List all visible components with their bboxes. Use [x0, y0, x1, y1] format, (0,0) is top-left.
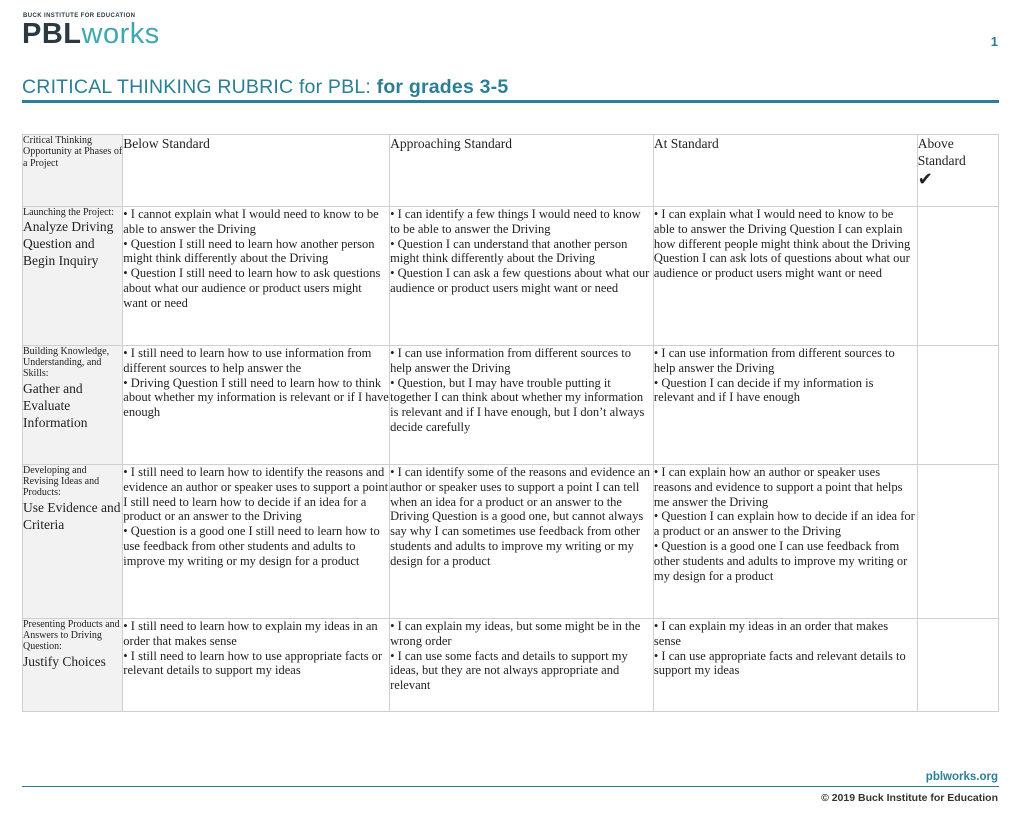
- header-below-standard: Below Standard: [123, 135, 390, 207]
- phase-cell: [23, 207, 123, 346]
- phase-cell: [23, 619, 123, 712]
- bullet-line: • I still need to learn how to use appropriate facts or relevant details to support my ideas: [123, 648, 383, 678]
- footer-divider: [22, 786, 999, 787]
- logo-pbl: PBL: [22, 18, 82, 50]
- phase-label: Presenting Products and Answers to Driving Question:: [23, 619, 120, 653]
- above-standard-cell: [917, 465, 998, 619]
- footer-url[interactable]: pblworks.org: [925, 771, 998, 783]
- table-row: [23, 207, 999, 346]
- title-main: CRITICAL THINKING RUBRIC for PBL:: [22, 76, 377, 98]
- header-phase: Critical Thinking Opportunity at Phases of a Project: [23, 135, 123, 207]
- header-above-label: Above Standard: [917, 136, 966, 168]
- at-standard-cell: [653, 207, 917, 346]
- phase-title: Justify Choices: [23, 653, 106, 669]
- header-approaching-standard: Approaching Standard: [390, 135, 654, 207]
- phase-title: Gather and Evaluate Information: [23, 380, 88, 430]
- below-standard-cell: [123, 346, 390, 465]
- bullet-line: • Question I still need to learn how another person might think differently about the Driving: [123, 236, 375, 266]
- phase-label: Developing and Revising Ideas and Products:: [23, 465, 100, 499]
- approaching-standard-cell: [390, 465, 654, 619]
- bullet-line: • I can use information from different sources to help answer the Driving: [390, 346, 631, 375]
- checkmark-icon: ✔: [917, 169, 933, 189]
- above-standard-cell: [917, 346, 998, 465]
- bullet-line: • I can use appropriate facts and relevant details to support my ideas: [653, 648, 906, 678]
- logo-works: works: [81, 18, 160, 50]
- bullet-line: • I can use information from different sources to help answer the Driving: [653, 346, 895, 375]
- phase-label: Launching the Project:: [23, 207, 115, 218]
- bullet-line: • I can explain what I would need to know to be able to answer the Driving Question I can explain how different people might think about the Driving Question I can ask lots of questions about what our audience or product users might want or need: [653, 207, 911, 281]
- phase-cell: [23, 465, 123, 619]
- header-above-standard: [917, 135, 998, 207]
- bullet-line: • I can use some facts and details to support my ideas, but they are not always appropriate and relevant: [390, 648, 628, 693]
- approaching-standard-cell: [390, 619, 654, 712]
- title-divider: [22, 100, 999, 103]
- at-standard-cell: [653, 465, 917, 619]
- approaching-standard-cell: [390, 346, 654, 465]
- bullet-line: • I can identify a few things I would need to know to be able to answer the Driving: [390, 207, 641, 236]
- bullet-line: • Driving Question I still need to learn how to think about whether my information is relevant or if I have enough: [123, 375, 389, 420]
- bullet-line: • I can explain my ideas in an order that makes sense: [653, 619, 889, 648]
- above-standard-cell: [917, 619, 998, 712]
- bullet-line: • Question I can understand that another person might think differently about the Driving: [390, 236, 628, 266]
- title-grades: for grades 3-5: [376, 76, 509, 98]
- table-row: [23, 346, 999, 465]
- phase-title: Analyze Driving Question and Begin Inquiry: [23, 219, 114, 269]
- phase-label: Building Knowledge, Understanding, and Skills:: [23, 346, 110, 380]
- bullet-line: • Question is a good one I can use feedback from other students and adults to improve my writing or my design for a product: [653, 538, 908, 583]
- bullet-line: • Question I can decide if my information is relevant and if I have enough: [653, 375, 874, 405]
- below-standard-cell: [123, 207, 390, 346]
- above-standard-cell: [917, 207, 998, 346]
- approaching-standard-cell: [390, 207, 654, 346]
- bullet-line: • I cannot explain what I would need to know to be able to answer the Driving: [123, 207, 379, 236]
- below-standard-cell: [123, 619, 390, 712]
- bullet-line: • I still need to learn how to explain my ideas in an order that makes sense: [123, 619, 378, 648]
- page-title: [22, 76, 508, 99]
- pblworks-logo: [22, 13, 160, 50]
- table-header-row: [23, 135, 999, 207]
- bullet-line: • Question I can explain how to decide if an idea for a product or an answer to the Driving: [653, 509, 915, 539]
- bullet-line: • I can explain how an author or speaker uses reasons and evidence to support a point that helps me answer the Driving: [653, 465, 903, 509]
- page-number: 1: [990, 34, 998, 49]
- at-standard-cell: [653, 619, 917, 712]
- below-standard-cell: [123, 465, 390, 619]
- bullet-line: • Question I can ask a few questions about what our audience or product users might want or need: [390, 266, 650, 295]
- logo-org-name: BUCK INSTITUTE FOR EDUCATION: [23, 13, 136, 19]
- phase-title: Use Evidence and Criteria: [23, 499, 121, 532]
- bullet-line: • Question, but I may have trouble putting it together I can think about whether my information is relevant and if I have enough, but I don’t always decide carefully: [390, 375, 645, 434]
- bullet-line: • I still need to learn how to use information from different sources to help answer the: [123, 346, 372, 375]
- bullet-line: • I can identify some of the reasons and evidence an author or speaker uses to support a point I can tell when an idea for a product or an answer to the Driving Question is a good one, but cannot always say why I can sometimes use feedback from other students and adults to improve my writing or my design for a product: [390, 465, 650, 568]
- bullet-line: • I still need to learn how to identify the reasons and evidence an author or speaker uses to support a point I still need to learn how to decide if an idea for a product or an answer to the Driving: [123, 465, 389, 524]
- phase-cell: [23, 346, 123, 465]
- rubric-table: [22, 134, 999, 712]
- bullet-line: • I can explain my ideas, but some might be in the wrong order: [390, 619, 641, 648]
- header-at-standard: At Standard: [653, 135, 917, 207]
- logo-wordmark: [22, 19, 160, 50]
- bullet-line: • Question I still need to learn how to ask questions about what our audience or product users might want or need: [123, 266, 381, 310]
- table-row: [23, 465, 999, 619]
- at-standard-cell: [653, 346, 917, 465]
- bullet-line: • Question is a good one I still need to learn how to use feedback from other students and adults to improve my writing or my design for a product: [123, 524, 380, 568]
- table-row: [23, 619, 999, 712]
- footer-copyright: © 2019 Buck Institute for Education: [821, 792, 998, 804]
